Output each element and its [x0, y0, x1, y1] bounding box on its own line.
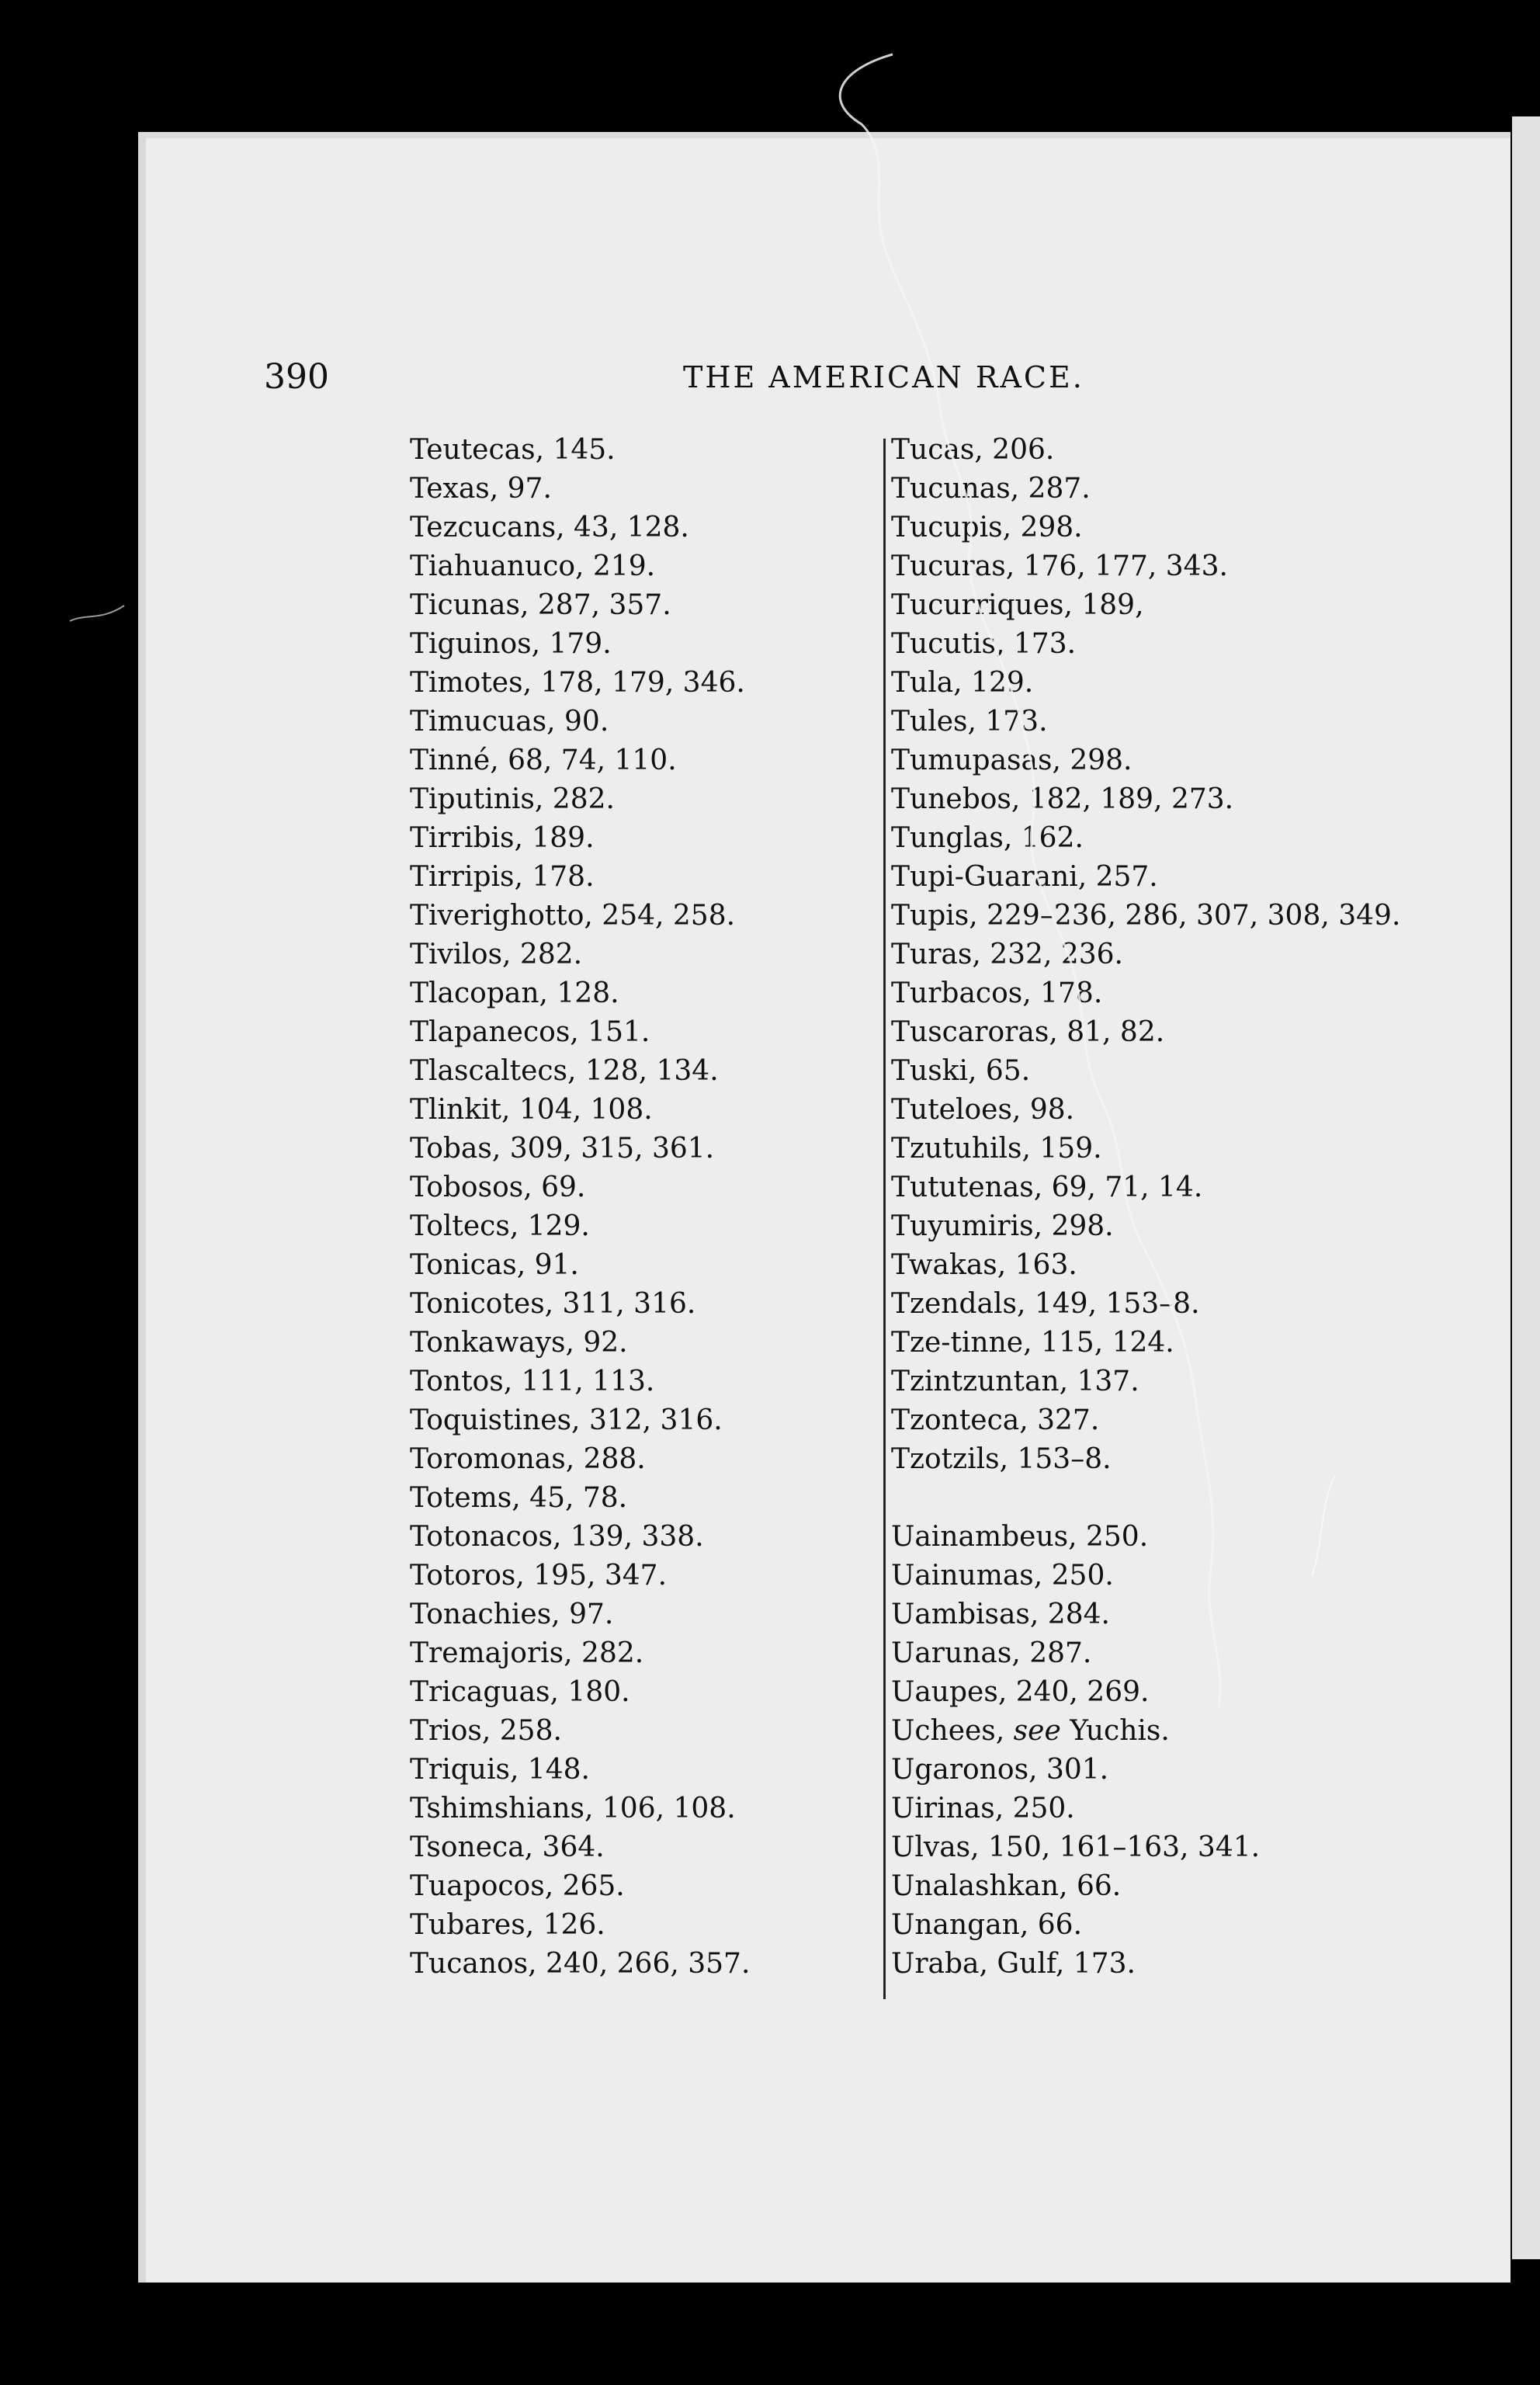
- index-entry: Turbacos, 178.: [891, 977, 1103, 1009]
- index-entry: Tlacopan, 128.: [410, 977, 619, 1009]
- index-entry: Tuteloes, 98.: [891, 1094, 1075, 1126]
- index-entry: Unalashkan, 66.: [891, 1870, 1122, 1902]
- index-entry: Teutecas, 145.: [410, 434, 616, 466]
- adjacent-page-edge: [1512, 116, 1540, 2259]
- index-entry: Tucupis, 298.: [891, 512, 1083, 543]
- index-entry: Tucanos, 240, 266, 357.: [410, 1948, 751, 1980]
- index-entry: Tzintzuntan, 137.: [891, 1366, 1139, 1397]
- index-entry: Tucas, 206.: [891, 434, 1055, 466]
- index-entry: Trios, 258.: [410, 1715, 562, 1747]
- index-entry: Toquistines, 312, 316.: [410, 1404, 723, 1436]
- index-entry: Tremajoris, 282.: [410, 1637, 644, 1669]
- index-entry: Tupi-Guarani, 257.: [891, 861, 1158, 893]
- index-entry: Tiputinis, 282.: [410, 783, 615, 815]
- index-entry: Uainumas, 250.: [891, 1560, 1114, 1592]
- index-entry: Uchees, see Yuchis.: [891, 1715, 1170, 1747]
- column-divider: [883, 439, 886, 1999]
- index-entry: Tontos, 111, 113.: [410, 1366, 655, 1397]
- index-entry: Ugaronos, 301.: [891, 1754, 1109, 1786]
- index-entry: Tumupasas, 298.: [891, 745, 1132, 776]
- index-entry: Tuyumiris, 298.: [891, 1210, 1114, 1242]
- index-entry: Uaupes, 240, 269.: [891, 1676, 1150, 1708]
- index-entry: Tonkaways, 92.: [410, 1327, 628, 1359]
- index-entry: Tivilos, 282.: [410, 939, 583, 970]
- index-entry: Tricaguas, 180.: [410, 1676, 630, 1708]
- index-entry: Tiguinos, 179.: [410, 628, 612, 660]
- index-entry: Tirripis, 178.: [410, 861, 595, 893]
- index-entry: Timucuas, 90.: [410, 706, 609, 738]
- index-entry: Tlinkit, 104, 108.: [410, 1094, 653, 1126]
- index-entry: Tzonteca, 327.: [891, 1404, 1100, 1436]
- page-header: [264, 357, 1087, 404]
- index-entry: Uarunas, 287.: [891, 1637, 1092, 1669]
- index-entry: Tezcucans, 43, 128.: [410, 512, 689, 543]
- index-entry: Tiverighotto, 254, 258.: [410, 900, 736, 932]
- index-entry: Tze-tinne, 115, 124.: [891, 1327, 1174, 1359]
- index-entry: Tobas, 309, 315, 361.: [410, 1133, 715, 1165]
- index-entry: Tucuras, 176, 177, 343.: [891, 550, 1228, 582]
- index-entry: Uirinas, 250.: [891, 1793, 1075, 1824]
- index-entry: Tuski, 65.: [891, 1055, 1031, 1087]
- index-entry: Tiahuanuco, 219.: [410, 550, 656, 582]
- index-entry: Tshimshians, 106, 108.: [410, 1793, 736, 1824]
- index-entry: Tsoneca, 364.: [410, 1831, 605, 1863]
- index-column-left: [410, 431, 860, 1984]
- index-entry: Tinné, 68, 74, 110.: [410, 745, 677, 776]
- index-entry: Tonicotes, 311, 316.: [410, 1288, 696, 1320]
- index-entry: Totoros, 195, 347.: [410, 1560, 668, 1592]
- index-entry: Tonicas, 91.: [410, 1249, 579, 1281]
- index-entry: Uraba, Gulf, 173.: [891, 1948, 1136, 1980]
- index-entry: Timotes, 178, 179, 346.: [410, 667, 745, 699]
- index-entry: Ulvas, 150, 161–163, 341.: [891, 1831, 1261, 1863]
- index-entry: Tuscaroras, 81, 82.: [891, 1016, 1165, 1048]
- index-entry: Tzendals, 149, 153–8.: [891, 1288, 1200, 1320]
- index-entry: Texas, 97.: [410, 473, 552, 505]
- index-entry: Tula, 129.: [891, 667, 1034, 699]
- index-column-right: [891, 431, 1401, 1984]
- index-entry: Tubares, 126.: [410, 1909, 605, 1941]
- index-entry: Uainambeus, 250.: [891, 1521, 1149, 1553]
- index-entry: Uambisas, 284.: [891, 1599, 1110, 1630]
- index-entry: Tucutis, 173.: [891, 628, 1077, 660]
- index-entry: Tonachies, 97.: [410, 1599, 614, 1630]
- index-entry: Tupis, 229–236, 286, 307, 308, 349.: [891, 900, 1401, 932]
- index-entry: Tuapocos, 265.: [410, 1870, 625, 1902]
- index-entry: Triquis, 148.: [410, 1754, 590, 1786]
- index-entry: Twakas, 163.: [891, 1249, 1077, 1281]
- page-number: 390: [264, 357, 329, 397]
- index-entry: Tlapanecos, 151.: [410, 1016, 650, 1048]
- index-entry: Tobosos, 69.: [410, 1172, 586, 1203]
- index-entry: Tunglas, 162.: [891, 822, 1084, 854]
- index-group-u: [891, 1518, 1372, 1984]
- index-entry: Tzotzils, 153–8.: [891, 1443, 1112, 1475]
- index-entry: Tututenas, 69, 71, 14.: [891, 1172, 1203, 1203]
- index-group-t: [891, 431, 1401, 1479]
- index-entry: Toltecs, 129.: [410, 1210, 590, 1242]
- index-entry: Tules, 173.: [891, 706, 1048, 738]
- index-entry: Tlascaltecs, 128, 134.: [410, 1055, 719, 1087]
- index-entry: Tunebos, 182, 189, 273.: [891, 783, 1234, 815]
- index-entry: Tucurriques, 189,: [891, 589, 1144, 621]
- index-entry: Tucunas, 287.: [891, 473, 1091, 505]
- index-entry: Tzutuhils, 159.: [891, 1133, 1102, 1165]
- index-entry: Ticunas, 287, 357.: [410, 589, 671, 621]
- group-gap: [891, 1479, 1372, 1518]
- index-entry: Toromonas, 288.: [410, 1443, 646, 1475]
- index-entry: Totems, 45, 78.: [410, 1482, 628, 1514]
- index-entry: Unangan, 66.: [891, 1909, 1083, 1941]
- index-entry: Tirribis, 189.: [410, 822, 595, 854]
- running-head: THE AMERICAN RACE.: [683, 360, 1084, 394]
- index-entry: Totonacos, 139, 338.: [410, 1521, 704, 1553]
- index-entry: Turas, 232, 236.: [891, 939, 1123, 970]
